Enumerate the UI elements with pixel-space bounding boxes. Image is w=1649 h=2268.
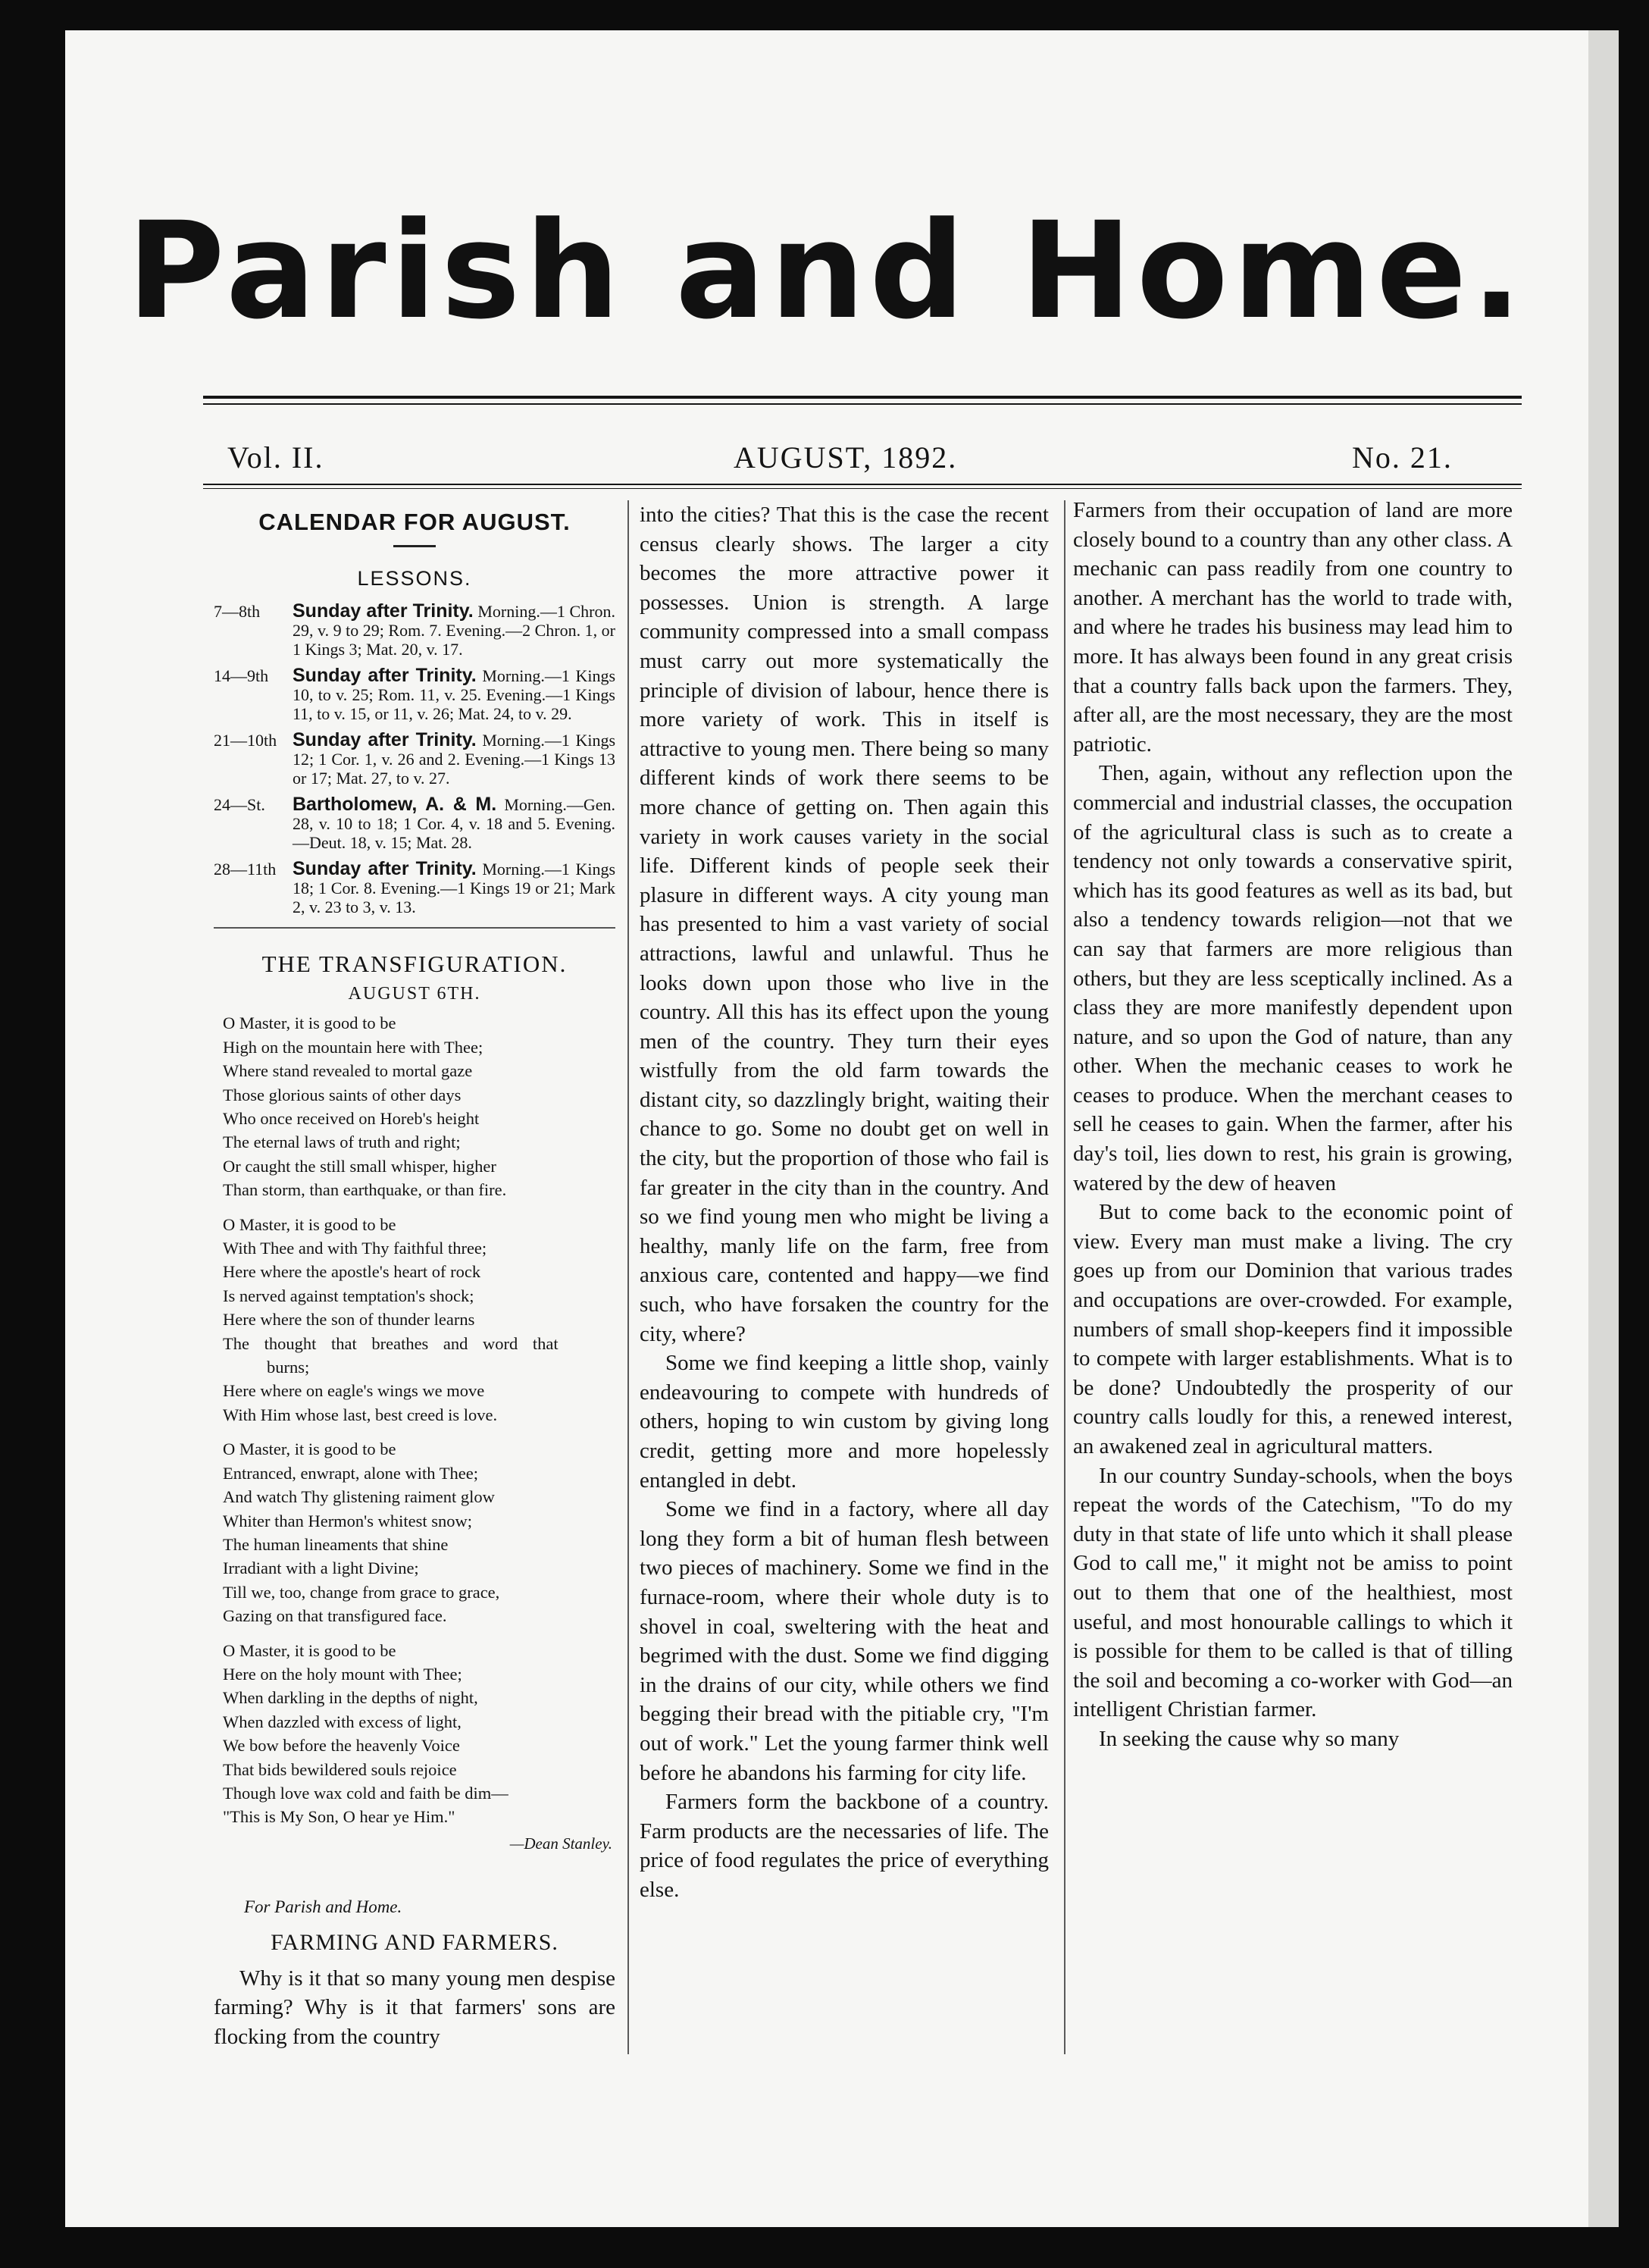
poem-line: Or caught the still small whisper, higher: [223, 1156, 496, 1176]
poem-line: The human lineaments that shine: [223, 1534, 449, 1554]
poem-line: O Master, it is good to be: [223, 1214, 396, 1234]
poem-line: O Master, it is good to be: [223, 1013, 396, 1033]
poem-line: Whiter than Hermon's whitest snow;: [223, 1511, 472, 1530]
lesson-readings: Morning.—1 Chron. 29, v. 9 to 29; Rom. 7. Evening.—2 Chron. 1, or 1 Kings 3; Mat. 20, v. 17.: [293, 602, 616, 659]
lesson-name: Sunday after Trinity.: [293, 665, 477, 687]
poem-line: burns;: [267, 1358, 310, 1377]
poem-line: We bow before the heavenly Voice: [223, 1736, 460, 1756]
column-three: [1073, 496, 1513, 1754]
poem-line: Here where the apostle's heart of rock: [223, 1262, 481, 1282]
lesson-entry: [214, 795, 615, 852]
poem-line: Here on the holy mount with Thee;: [223, 1664, 462, 1684]
lesson-name: Sunday after Trinity.: [293, 600, 474, 622]
lesson-entry: [214, 731, 615, 788]
lesson-readings: Morning.—Gen. 28, v. 10 to 18; 1 Cor. 4, v. 18 and 5. Evening.—Deut. 18, v. 15; Mat. 28.: [293, 795, 615, 853]
column-one: [214, 508, 615, 2051]
lesson-readings: Morning.—1 Kings 12; 1 Cor. 1, v. 26 and 2. Evening.—1 Kings 13 or 17; Mat. 27, to v. 27.: [293, 731, 616, 788]
poem-line: O Master, it is good to be: [223, 1439, 396, 1459]
poem-line: Gazing on that transfigured face.: [223, 1606, 447, 1626]
lesson-name: Sunday after Trinity.: [293, 729, 477, 751]
issue-rule: [203, 484, 1522, 485]
newspaper-page: [65, 30, 1588, 2227]
lesson-readings: Morning.—1 Kings 18; 1 Cor. 8. Evening.—1 Kings 19 or 21; Mark 2, v. 23 to 3, v. 13.: [293, 860, 616, 917]
lesson-readings: Morning.—1 Kings 10, to v. 25; Rom. 11, v. 25. Evening.—1 Kings 11, to v. 15, or 11, v. 26; Mat. 24, to v. 29.: [293, 666, 616, 724]
calendar-title-rule: [393, 545, 436, 547]
masthead-title: Parish and Home.: [127, 193, 1527, 349]
lesson-name: Bartholomew, A. & M.: [293, 794, 497, 816]
poem-line: That bids bewildered souls rejoice: [223, 1759, 457, 1779]
poem-line: High on the mountain here with Thee;: [223, 1037, 483, 1057]
column-two: [640, 500, 1049, 1905]
poem-line: Irradiant with a light Divine;: [223, 1558, 419, 1578]
lesson-day: 7—8th: [214, 602, 261, 622]
lesson-day: 28—11th: [214, 860, 277, 879]
poem-line: Who once received on Horeb's height: [223, 1109, 480, 1128]
poem-line: When dazzled with excess of light,: [223, 1712, 462, 1731]
poem-line: O Master, it is good to be: [223, 1640, 396, 1660]
poem-line: The eternal laws of truth and right;: [223, 1132, 461, 1152]
lesson-name: Sunday after Trinity.: [293, 858, 477, 880]
poem-stanza: [214, 1437, 615, 1627]
lesson-day: 24—St.: [214, 795, 265, 815]
article-paragraph: Why is it that so many young men despise farming? Why is it that farmers' sons are flocking from the country: [214, 1966, 615, 2049]
poem-line: With Him whose last, best creed is love.: [223, 1405, 498, 1424]
column-divider: [627, 500, 629, 2054]
article-paragraph: In our country Sunday-schools, when the boys repeat the words of the Catechism, "To do my duty in that state of life unto which it shall please God to call me," it might not be amiss to point out to them that one of the healthiest, most useful, and most honourable callings to which it is possible for them to be called is that of tilling the soil and becoming a co-worker with God—an intelligent Christian farmer.: [1073, 1463, 1513, 1722]
article-paragraph: into the cities? That this is the case the recent census clearly shows. The larger a city becomes the more attractive power it possesses. Union is strength. A large community compressed into a small compass must carry out more systematically the principle of division of labour, hence there is more variety of work. This in itself is attractive to young men. There being so many different kinds of work there seems to be more chance of getting on. Then again this variety in work causes variety in the social life. Different kinds of people seek their plasure in different ways. A city young man has presented to him a vast variety of social attractions, lawful and unlawful. Thus he looks down upon those who live in the country. All this has its effect upon the young men of the country. They turn their eyes wistfully from the old farm towards the distant city, so dazzlingly bright, waiting their chance to go. Some no doubt get on well in the city, but the proportion of those who fail is far greater in the city than in the country. And so we find young men who might be living a healthy, manly life on the farm, free from anxious care, contented and happy—we find such, who have forsaken the country for the city, where?: [640, 503, 1049, 1346]
column-divider: [1064, 500, 1065, 2054]
poem-line: And watch Thy glistening raiment glow: [223, 1487, 495, 1507]
lesson-entry: [214, 602, 615, 659]
poem-line: Is nerved against temptation's shock;: [223, 1286, 474, 1305]
page-edge: [1588, 30, 1619, 2227]
poem-attribution: —Dean Stanley.: [509, 1834, 612, 1853]
article-title: FARMING AND FARMERS.: [271, 1929, 559, 1955]
volume-label: Vol. II.: [227, 440, 324, 475]
lesson-entry: [214, 666, 615, 723]
poem-line: Here where the son of thunder learns: [223, 1310, 475, 1330]
poem-line: Entranced, enwrapt, alone with Thee;: [223, 1463, 478, 1483]
poem-line: The thought that breathes and word that: [223, 1333, 559, 1353]
poem-line: When darkling in the depths of night,: [223, 1688, 478, 1708]
poem-stanza: [214, 1011, 615, 1201]
poem-stanza: [214, 1639, 615, 1829]
issue-number: No. 21.: [1352, 440, 1453, 475]
article-paragraph: But to come back to the economic point of view. Every man must make a living. The cry goes up from our Dominion that various trades and occupations are over-crowded. For example, numbers of small shop-keepers find it impossible to compete with larger establishments. What is to be done? Undoubtedly the prosperity of our country calls loudly for this, a renewed interest, an awakened zeal in agricultural matters.: [1073, 1200, 1513, 1458]
lesson-day: 21—10th: [214, 731, 277, 750]
article-paragraph: Then, again, without any reflection upon the commercial and industrial classes, the occupation of the agricultural class is such as to create a tendency not only towards a conservative spirit, which has its good features as well as its bad, but also a tendency towards religion—not that we can say that farmers are more religious than others, but they are less sceptically inclined. As a class they are more manifestly dependent upon nature, and so upon the God of nature, than any other. When the mechanic ceases to work he ceases to produce. When the merchant ceases to sell he ceases to gain. When the farmer, after his day's toil, lies down to rest, his grain is growing, watered by the dew of heaven: [1073, 761, 1513, 1195]
poem-subtitle: AUGUST 6TH.: [348, 983, 481, 1004]
poem-line: "This is My Son, O hear ye Him.": [223, 1807, 455, 1827]
calendar-title: CALENDAR FOR AUGUST.: [258, 509, 571, 535]
poem-line: Where stand revealed to mortal gaze: [223, 1061, 473, 1081]
poem-line: Here where on eagle's wings we move: [223, 1381, 485, 1401]
article-paragraph: Some we find keeping a little shop, vainly endeavouring to compete with hundreds of others, hoping to win custom by giving long credit, getting more and more hopelessly entangled in debt.: [640, 1351, 1049, 1493]
masthead-rule-thin: [203, 403, 1522, 405]
article-paragraph: Farmers form the backbone of a country. Farm products are the necessaries of life. The price of food regulates the price of everything else.: [640, 1790, 1049, 1902]
poem-line: Than storm, than earthquake, or than fire.: [223, 1180, 507, 1200]
article-paragraph: In seeking the cause why so many: [1099, 1726, 1400, 1751]
poem-title: THE TRANSFIGURATION.: [261, 951, 568, 978]
lesson-list: [214, 602, 615, 916]
article-paragraph: Farmers from their occupation of land are more closely bound to a country than any other class. A mechanic can pass readily from one country to another. A merchant has the world to trade with, and where he trades his business may lead him to more. It has always been found in any great crisis that a country falls back upon the farmers. They, after all, are the most necessary, they are the most patriotic.: [1073, 498, 1513, 757]
issue-date: AUGUST, 1892.: [734, 440, 958, 475]
poem-stanza: [214, 1213, 615, 1427]
masthead-rule: [203, 396, 1522, 399]
lesson-entry: [214, 860, 615, 916]
article-paragraph: Some we find in a factory, where all day long they form a bit of human flesh between two pieces of machinery. Some we find in the furnace-room, where their whole duty is to shovel in coal, sweltering with the heat and begrimed with the dust. Some we find digging in the drains of our city, while others we find begging their bread with the pitiable cry, "I'm out of work." Let the young farmer think well before he abandons his farming for city life.: [640, 1497, 1049, 1785]
poem-line: Those glorious saints of other days: [223, 1085, 462, 1104]
poem-line: Though love wax cold and faith be dim—: [223, 1783, 508, 1803]
article-kicker: For Parish and Home.: [244, 1897, 402, 1917]
lesson-day: 14—9th: [214, 666, 269, 686]
calendar-subtitle: LESSONS.: [357, 566, 472, 590]
section-rule: [214, 927, 615, 929]
issue-rule-thin: [203, 488, 1522, 489]
poem-line: Till we, too, change from grace to grace,: [223, 1582, 500, 1602]
poem-line: With Thee and with Thy faithful three;: [223, 1239, 487, 1258]
